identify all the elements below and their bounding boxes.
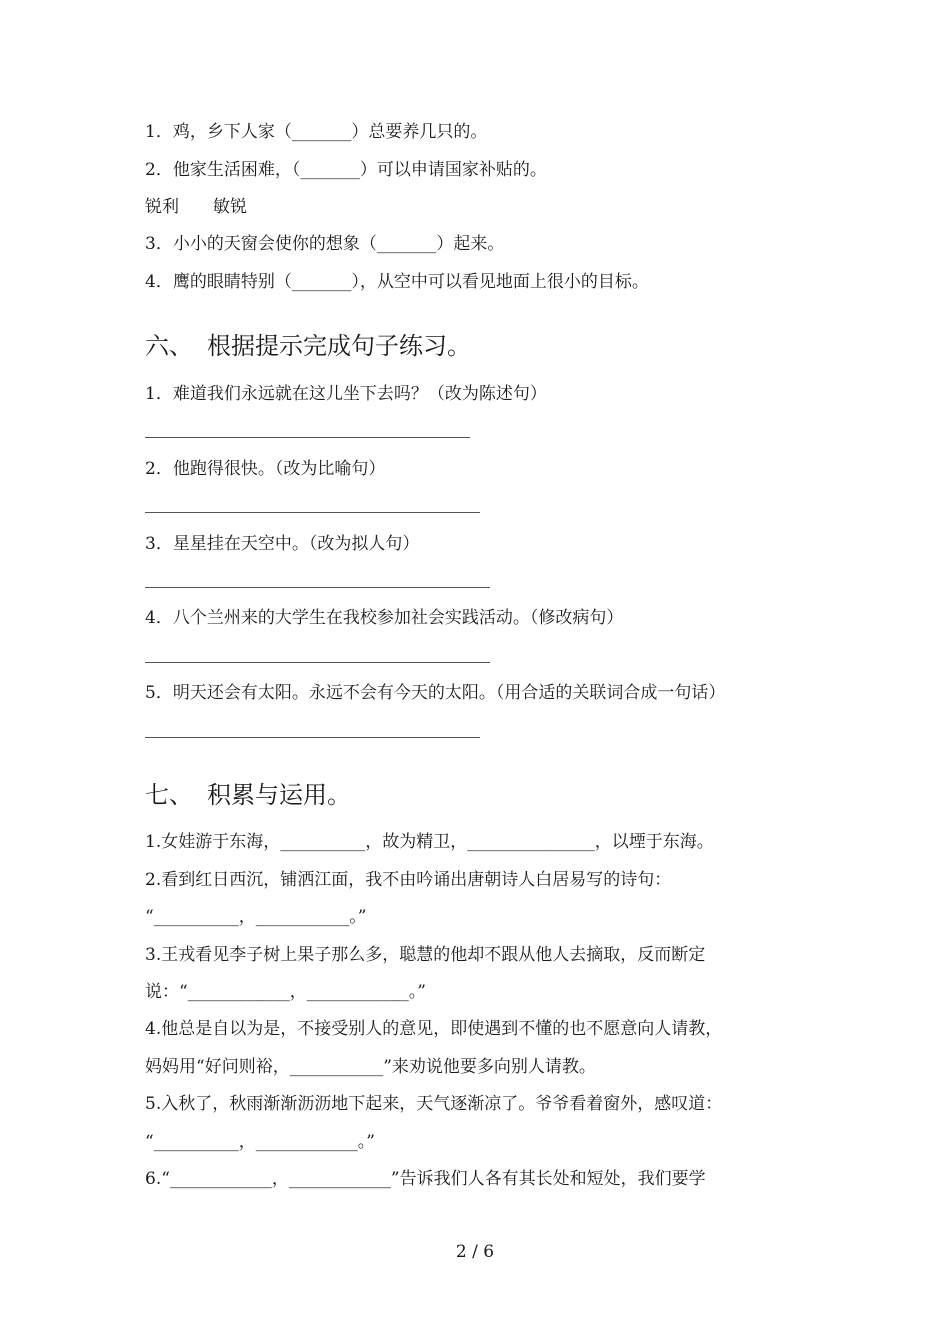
section-7-number: 七、: [145, 781, 193, 809]
section-6-question-1: 1．难道我们永远就在这儿坐下去吗？（改为陈述句）: [145, 384, 547, 404]
section-7-line-6: 4.他总是自以为是，不接受别人的意见，即使遇到不懂的也不愿意向人请教，: [145, 1019, 723, 1039]
section-6-question-3: 3．星星挂在天空中。（改为拟人句）: [145, 534, 420, 554]
question-5-1: 1．鸡，乡下人家（_______）总要养几只的。: [145, 122, 488, 142]
section-6-question-4: 4．八个兰州来的大学生在我校参加社会实践活动。（修改病句）: [145, 608, 624, 628]
answer-line-3[interactable]: [145, 587, 490, 588]
section-7-line-4: 3.王戎看见李子树上果子那么多，聪慧的他却不跟从他人去摘取，反而断定: [145, 945, 706, 965]
section-6-title: 根据提示完成句子练习。: [207, 332, 471, 360]
answer-line-4[interactable]: [145, 662, 490, 663]
section-7-heading: [145, 779, 351, 811]
section-7-line-7: 妈妈用“好问则裕，___________”来劝说他要多向别人请教。: [145, 1057, 596, 1077]
section-6-heading: [145, 330, 471, 362]
section-7-line-10: 6.“____________，____________”告诉我们人各有其长处和短处，我们要学: [145, 1169, 706, 1189]
section-7-line-1: 1.女娃游于东海，__________，故为精卫，_______________，以堙于东海。: [145, 832, 714, 852]
question-5-3: 3．小小的天窗会使你的想象（_______）起来。: [145, 234, 505, 254]
section-6-number: 六、: [145, 332, 193, 360]
section-7-line-9: “__________，____________。”: [145, 1132, 375, 1152]
section-7-line-3: “__________，___________。”: [145, 907, 367, 927]
section-6-question-5: 5．明天还会有太阳。永远不会有今天的太阳。（用合适的关联词合成一句话）: [145, 683, 726, 703]
section-7-line-8: 5.入秋了，秋雨渐渐沥沥地下起来，天气逐渐凉了。爷爷看着窗外，感叹道：: [145, 1094, 723, 1114]
section-7-line-2: 2.看到红日西沉，铺洒江面，我不由吟诵出唐朝诗人白居易写的诗句：: [145, 870, 672, 890]
answer-line-5[interactable]: [145, 737, 480, 738]
section-7-line-5: 说：“____________，____________。”: [145, 982, 426, 1002]
answer-line-1[interactable]: [145, 437, 470, 438]
section-6-question-2: 2．他跑得很快。（改为比喻句）: [145, 459, 386, 479]
word-pair: 锐利 敏锐: [145, 197, 247, 217]
page-number: 2 / 6: [455, 1242, 495, 1262]
answer-line-2[interactable]: [145, 512, 480, 513]
question-5-2: 2．他家生活困难，（_______）可以申请国家补贴的。: [145, 160, 547, 180]
section-7-title: 积累与运用。: [207, 781, 351, 809]
question-5-4: 4．鹰的眼睛特别（_______），从空中可以看见地面上很小的目标。: [145, 272, 649, 292]
